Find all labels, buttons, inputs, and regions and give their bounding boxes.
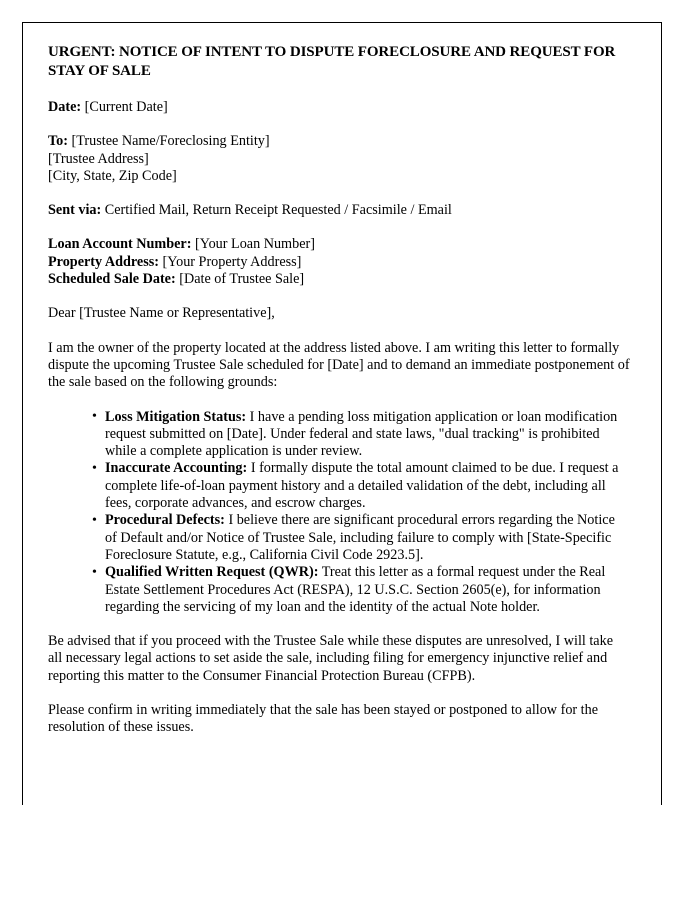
loan-account-value: [Your Loan Number] [195,236,315,253]
date-label: Date: [48,99,82,115]
document-title: URGENT: NOTICE OF INTENT TO DISPUTE FORECLOSURE AND REQUEST FOR STAY OF SALE [48,44,616,79]
ground-heading: Qualified Written Request (QWR): [105,564,319,581]
loan-account-label: Loan Account Number: [48,236,192,253]
to-label: To: [48,133,68,150]
ground-body: I believe there are significant procedural errors regarding the Notice of Default and/or Notice of Trustee Sale, including failure to comply with [State-Specific Foreclosure Statute, e.g., California Civil Code 2923.5]. [105,512,615,563]
date-value: [Current Date] [84,99,168,115]
sent-via-value: Certified Mail, Return Receipt Requested / Facsimile / Email [104,202,452,219]
bullet-icon: • [92,460,97,476]
loan-details-block [48,236,630,288]
date-line [48,99,630,116]
scheduled-sale-line [48,271,630,288]
salutation: Dear [Trustee Name or Representative], [48,305,275,322]
scheduled-sale-label: Scheduled Sale Date: [48,271,176,288]
ground-body: Treat this letter as a formal request under the Real Estate Settlement Procedures Act (RESPA), 12 U.S.C. Section 2605(e), for information regarding the servicing of my loan and the identity of the actual Note holder. [105,564,606,615]
ground-heading: Procedural Defects: [105,512,225,529]
list-item [92,512,630,564]
ground-heading: Inaccurate Accounting: [105,460,248,477]
recipient-name-line [48,133,630,150]
list-item [92,564,630,616]
bullet-icon: • [92,409,97,425]
sent-via-label: Sent via: [48,202,102,219]
closing-paragraph: Please confirm in writing immediately that the sale has been stayed or postponed to allow for the resolution of these issues. [48,702,599,736]
ground-body: I formally dispute the total amount claimed to be due. I request a complete life-of-loan payment history and a detailed validation of the debt, including all fees, corporate advances, and escrow charges. [105,460,619,512]
property-address-label: Property Address: [48,253,159,270]
warning-paragraph: Be advised that if you proceed with the Trustee Sale while these disputes are unresolved, I will take all necessary legal actions to set aside the sale, including filing for emergency injunctive relief and reporting this matter to the Consumer Financial Protection Bureau (CFPB). [48,633,613,684]
recipient-address-line-3: [City, State, Zip Code] [48,167,177,184]
scheduled-sale-value: [Date of Trustee Sale] [179,271,305,288]
bullet-icon: • [92,512,97,528]
bullet-icon: • [92,564,97,580]
recipient-address-line-2: [Trustee Address] [48,150,149,167]
ground-heading: Loss Mitigation Status: [105,408,247,425]
list-item [92,460,630,512]
to-value: [Trustee Name/Foreclosing Entity] [71,133,270,150]
sent-via-line [48,202,630,219]
ground-body: I have a pending loss mitigation application or loan modification request submitted on [Date]. Under federal and state laws, "dual tracking" is prohibited while a complete application is under review. [105,408,618,460]
list-item [92,409,630,461]
grounds-list [48,409,630,617]
document-body [23,23,661,737]
recipient-block [48,133,630,185]
document-page [22,22,662,805]
loan-account-line [48,236,630,253]
intro-paragraph: I am the owner of the property located at the address listed above. I am writing this letter to formally dispute the upcoming Trustee Sale scheduled for [Date] and to demand an immediate postponement of the sale based on the following grounds: [48,339,630,391]
property-address-line [48,254,630,271]
property-address-value: [Your Property Address] [162,253,302,270]
